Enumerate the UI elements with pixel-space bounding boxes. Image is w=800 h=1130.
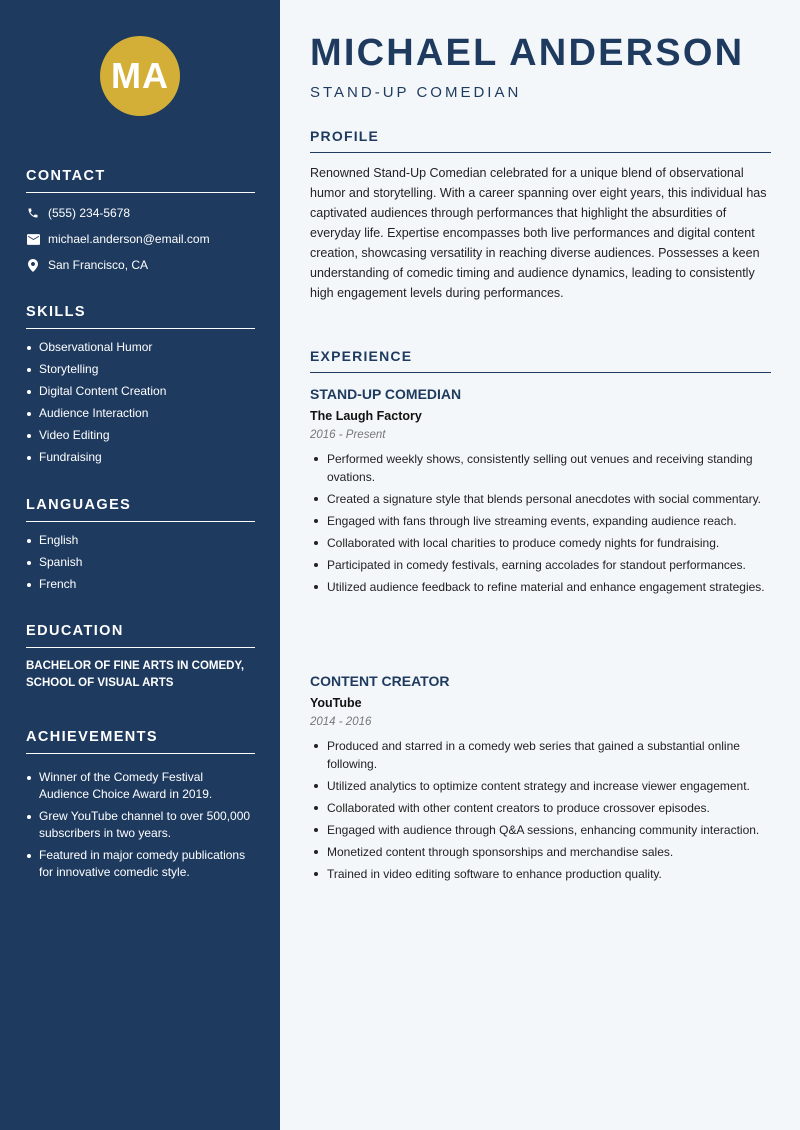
job-entry — [310, 673, 771, 887]
job-dates: 2016 - Present — [310, 429, 386, 441]
job-title-header: STAND-UP COMEDIAN — [310, 84, 522, 101]
languages-list — [26, 532, 255, 593]
achievements-section — [26, 729, 255, 886]
job-entry — [310, 386, 771, 600]
job-dates: 2014 - 2016 — [310, 716, 372, 728]
job-bullets — [310, 450, 771, 596]
contact-section — [26, 168, 255, 273]
job-title: CONTENT CREATOR — [310, 673, 450, 689]
job-bullet: Trained in video editing software to enhance production quality. — [310, 865, 771, 883]
skill-item: Fundraising — [26, 449, 255, 466]
language-item: Spanish — [26, 554, 255, 571]
achievements-heading: ACHIEVEMENTS — [26, 729, 255, 754]
job-bullet: Performed weekly shows, consistently selling out venues and receiving standing ovations. — [310, 450, 771, 486]
achievement-item: Winner of the Comedy Festival Audience Choice Award in 2019. — [26, 769, 255, 803]
email-text: michael.anderson@email.com — [48, 232, 210, 246]
skill-item: Observational Humor — [26, 339, 255, 356]
achievement-item: Featured in major comedy publications for innovative comedic style. — [26, 847, 255, 881]
job-bullet: Produced and starred in a comedy web series that gained a substantial online following. — [310, 737, 771, 773]
experience-heading: EXPERIENCE — [310, 348, 771, 373]
education-section — [26, 623, 255, 692]
contact-heading: CONTACT — [26, 168, 255, 193]
languages-heading: LANGUAGES — [26, 497, 255, 522]
education-degree: BACHELOR OF FINE ARTS IN COMEDY, SCHOOL OF VISUAL ARTS — [26, 660, 245, 689]
contact-location — [26, 257, 255, 273]
job-bullets — [310, 737, 771, 883]
phone-text: (555) 234-5678 — [48, 206, 131, 220]
job-bullet: Collaborated with local charities to produce comedy nights for fundraising. — [310, 534, 771, 552]
contact-email — [26, 231, 255, 247]
job-bullet: Engaged with fans through live streaming events, expanding audience reach. — [310, 512, 771, 530]
location-pin-icon — [26, 258, 40, 272]
avatar: MA — [100, 36, 180, 116]
achievement-item: Grew YouTube channel to over 500,000 subscribers in two years. — [26, 808, 255, 842]
skills-section — [26, 304, 255, 471]
job-bullet: Collaborated with other content creators to produce crossover episodes. — [310, 799, 771, 817]
full-name: MICHAEL ANDERSON — [310, 32, 745, 74]
job-bullet: Engaged with audience through Q&A sessions, enhancing community interaction. — [310, 821, 771, 839]
achievements-list — [26, 769, 255, 881]
skill-item: Audience Interaction — [26, 405, 255, 422]
language-item: English — [26, 532, 255, 549]
job-bullet: Utilized audience feedback to refine material and enhance engagement strategies. — [310, 578, 771, 596]
mail-icon — [26, 232, 40, 246]
languages-section — [26, 497, 255, 598]
job-bullet: Utilized analytics to optimize content strategy and increase viewer engagement. — [310, 777, 771, 795]
sidebar — [0, 0, 280, 1130]
job-bullet: Created a signature style that blends personal anecdotes with social commentary. — [310, 490, 771, 508]
job-bullet: Participated in comedy festivals, earning accolades for standout performances. — [310, 556, 771, 574]
profile-heading: PROFILE — [310, 128, 771, 153]
location-text: San Francisco, CA — [48, 258, 149, 272]
skill-item: Storytelling — [26, 361, 255, 378]
contact-phone — [26, 205, 255, 221]
profile-text: Renowned Stand-Up Comedian celebrated for a unique blend of observational humor and storytelling. With a career spanning over eight years, this individual has captivated audiences through performances that highlight the absurdities of everyday life. Expertise encompasses both live performances and digital content creation, showcasing versatility in reaching diverse audiences. Possesses a keen understanding of comedic timing and audience dynamics, leading to consistently high engagement levels during performances. — [310, 166, 767, 300]
job-bullet: Monetized content through sponsorships and merchandise sales. — [310, 843, 771, 861]
education-heading: EDUCATION — [26, 623, 255, 648]
phone-icon — [26, 206, 40, 220]
skills-heading: SKILLS — [26, 304, 255, 329]
skill-item: Digital Content Creation — [26, 383, 255, 400]
job-company: YouTube — [310, 696, 362, 710]
job-company: The Laugh Factory — [310, 409, 422, 423]
language-item: French — [26, 576, 255, 593]
skill-item: Video Editing — [26, 427, 255, 444]
job-title: STAND-UP COMEDIAN — [310, 386, 462, 402]
skills-list — [26, 339, 255, 466]
